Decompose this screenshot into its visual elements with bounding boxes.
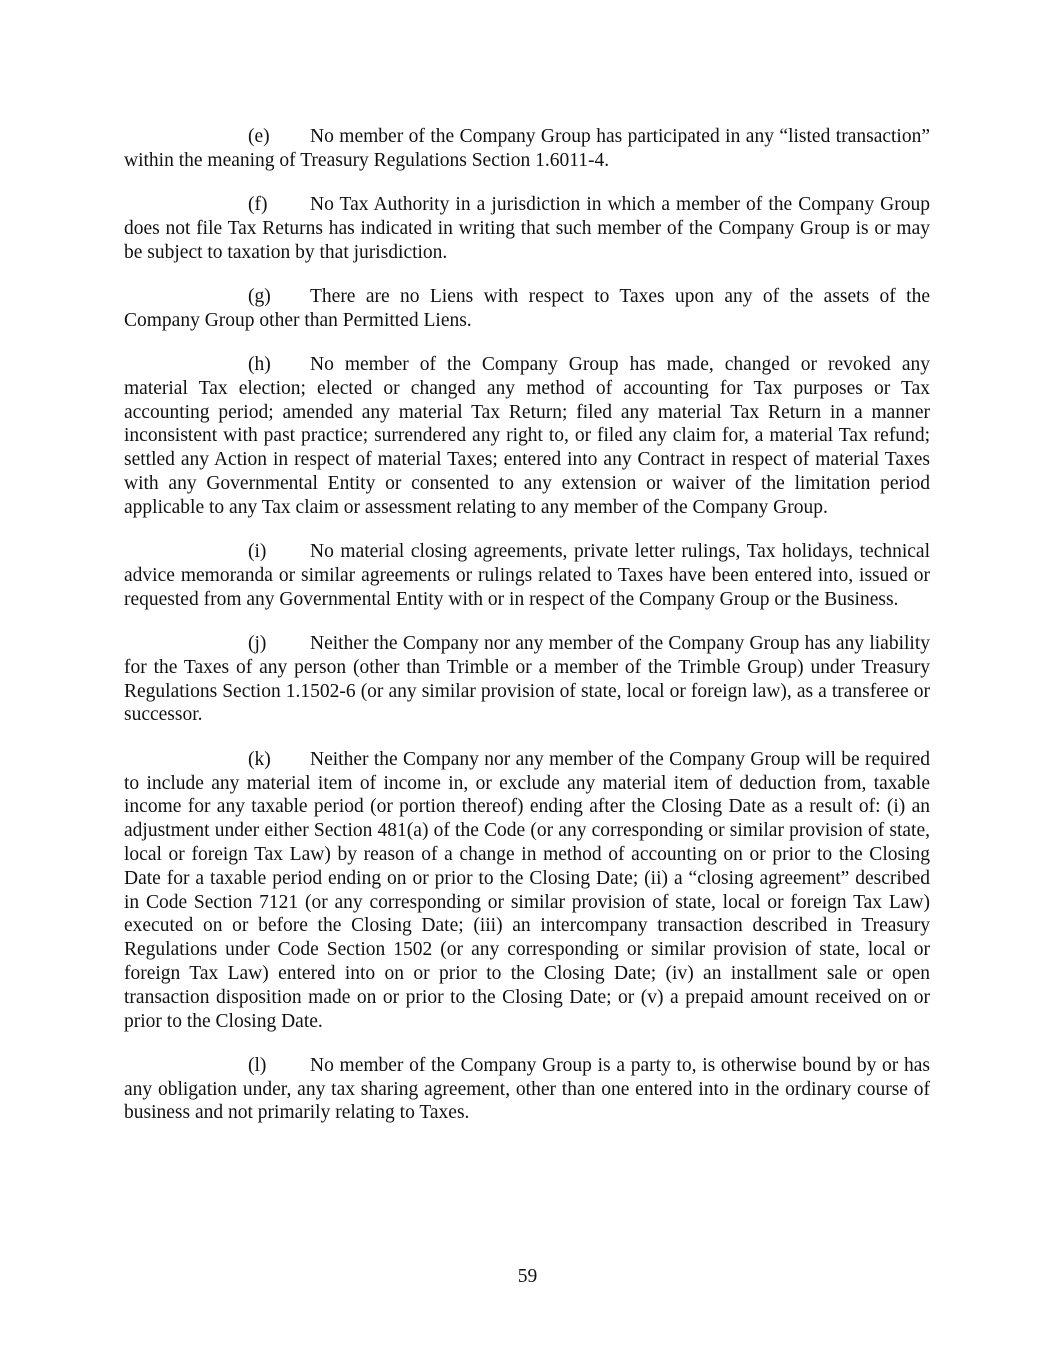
- paragraph-g: [124, 285, 930, 333]
- paragraph-text: Neither the Company nor any member of the Company Group will be required to include any material item of income in, or exclude any material item of deduction from, taxable income for any taxable period (or portion thereof) ending after the Closing Date as a result of: (i) an adjustment under either Section 481(a) of the Code (or any corresponding or similar provision of state, local or foreign Tax Law) by reason of a change in method of accounting on or prior to the Closing Date for a taxable period ending on or prior to the Closing Date; (ii) a “closing agreement” described in Code Section 7121 (or any corresponding or similar provision of state, local or foreign Tax Law) executed on or before the Closing Date; (iii) an intercompany transaction described in Treasury Regulations under Code Section 1502 (or any corresponding or similar provision of state, local or foreign Tax Law) entered into on or prior to the Closing Date; (iv) an installment sale or open transaction disposition made on or prior to the Closing Date; or (v) a prepaid amount received on or prior to the Closing Date.: [124, 748, 930, 1032]
- paragraph-text: No material closing agreements, private letter rulings, Tax holidays, technical advice memoranda or similar agreements or rulings related to Taxes have been entered into, issued or requested from any Governmental Entity with or in respect of the Company Group or the Business.: [124, 541, 930, 610]
- paragraph-text: No member of the Company Group has made, changed or revoked any material Tax election; elected or changed any method of accounting for Tax purposes or Tax accounting period; amended any material Tax Return; filed any material Tax Return in a manner inconsistent with past practice; surrendered any right to, or filed any claim for, a material Tax refund; settled any Action in respect of material Taxes; entered into any Contract in respect of material Taxes with any Governmental Entity or consented to any extension or waiver of the limitation period applicable to any Tax claim or assessment relating to any member of the Company Group.: [124, 354, 930, 518]
- paragraph-h: [124, 353, 930, 520]
- paragraph-label: (l): [248, 1054, 267, 1076]
- document-body: [124, 125, 930, 1146]
- paragraph-text: No Tax Authority in a jurisdiction in which a member of the Company Group does not file Tax Returns has indicated in writing that such member of the Company Group is or may be subject to taxation by that jurisdiction.: [124, 194, 930, 263]
- paragraph-text: There are no Liens with respect to Taxes upon any of the assets of the Company Group other than Permitted Liens.: [124, 285, 930, 331]
- paragraph-i: [124, 540, 930, 611]
- paragraph-label: (i): [248, 541, 267, 563]
- paragraph-text: No member of the Company Group is a party to, is otherwise bound by or has any obligation under, any tax sharing agreement, other than one entered into in the ordinary course of business and not primarily relating to Taxes.: [124, 1054, 930, 1124]
- paragraph-label: (h): [248, 354, 271, 376]
- page-number: 59: [517, 1266, 538, 1287]
- paragraph-f: [124, 193, 930, 264]
- paragraph-label: (f): [248, 194, 268, 216]
- paragraph-text: Neither the Company nor any member of the Company Group has any liability for the Taxes of any person (other than Trimble or a member of the Trimble Group) under Treasury Regulations Section 1.1502-6 (or any similar provision of state, local or foreign law), as a transferee or successor.: [124, 633, 930, 726]
- paragraph-l: [124, 1054, 930, 1125]
- paragraph-label: (j): [248, 633, 267, 655]
- paragraph-label: (e): [248, 126, 270, 147]
- paragraph-label: (g): [248, 285, 271, 307]
- paragraph-text: No member of the Company Group has participated in any “listed transaction” within the meaning of Treasury Regulations Section 1.6011-4.: [124, 126, 930, 171]
- paragraph-j: [124, 632, 930, 727]
- paragraph-label: (k): [248, 748, 271, 770]
- paragraph-k: [124, 748, 930, 1034]
- paragraph-e: [124, 125, 930, 173]
